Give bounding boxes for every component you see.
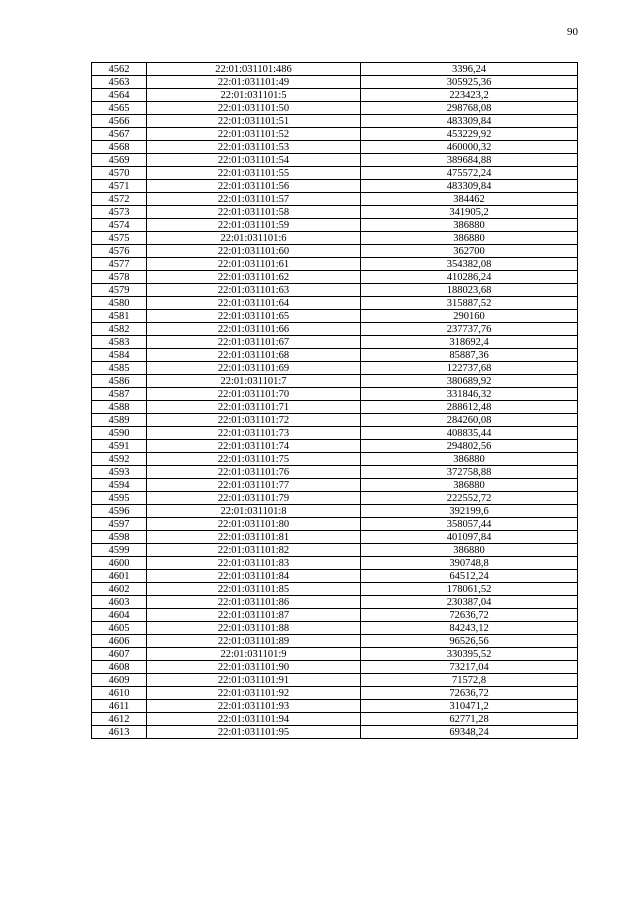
row-number-cell: 4576 <box>92 245 147 258</box>
cadastral-value-cell: 122737,68 <box>361 362 578 375</box>
row-number-cell: 4613 <box>92 726 147 739</box>
row-number-cell: 4581 <box>92 310 147 323</box>
table-row <box>92 479 578 492</box>
cadastral-number-cell: 22:01:031101:49 <box>147 76 361 89</box>
table-row <box>92 570 578 583</box>
cadastral-number-cell: 22:01:031101:73 <box>147 427 361 440</box>
row-number-cell: 4598 <box>92 531 147 544</box>
row-number-cell: 4591 <box>92 440 147 453</box>
cadastral-value-cell: 341905,2 <box>361 206 578 219</box>
table-row <box>92 687 578 700</box>
cadastral-value-cell: 362700 <box>361 245 578 258</box>
cadastral-number-cell: 22:01:031101:60 <box>147 245 361 258</box>
cadastral-number-cell: 22:01:031101:71 <box>147 401 361 414</box>
table-row <box>92 128 578 141</box>
cadastral-value-cell: 483309,84 <box>361 115 578 128</box>
table-row <box>92 414 578 427</box>
cadastral-number-cell: 22:01:031101:5 <box>147 89 361 102</box>
table-row <box>92 102 578 115</box>
cadastral-value-cell: 3396,24 <box>361 63 578 76</box>
row-number-cell: 4570 <box>92 167 147 180</box>
row-number-cell: 4567 <box>92 128 147 141</box>
cadastral-value-cell: 69348,24 <box>361 726 578 739</box>
table-row <box>92 336 578 349</box>
cadastral-number-cell: 22:01:031101:76 <box>147 466 361 479</box>
table-row <box>92 375 578 388</box>
table-row <box>92 583 578 596</box>
cadastral-value-cell: 230387,04 <box>361 596 578 609</box>
row-number-cell: 4569 <box>92 154 147 167</box>
table-row <box>92 557 578 570</box>
cadastral-value-cell: 354382,08 <box>361 258 578 271</box>
row-number-cell: 4608 <box>92 661 147 674</box>
cadastral-value-cell: 453229,92 <box>361 128 578 141</box>
row-number-cell: 4610 <box>92 687 147 700</box>
cadastral-number-cell: 22:01:031101:95 <box>147 726 361 739</box>
row-number-cell: 4604 <box>92 609 147 622</box>
row-number-cell: 4574 <box>92 219 147 232</box>
cadastral-number-cell: 22:01:031101:79 <box>147 492 361 505</box>
table-row <box>92 609 578 622</box>
row-number-cell: 4588 <box>92 401 147 414</box>
row-number-cell: 4582 <box>92 323 147 336</box>
cadastral-value-cell: 380689,92 <box>361 375 578 388</box>
row-number-cell: 4596 <box>92 505 147 518</box>
cadastral-value-cell: 73217,04 <box>361 661 578 674</box>
cadastral-number-cell: 22:01:031101:54 <box>147 154 361 167</box>
cadastral-number-cell: 22:01:031101:51 <box>147 115 361 128</box>
row-number-cell: 4603 <box>92 596 147 609</box>
row-number-cell: 4599 <box>92 544 147 557</box>
cadastral-number-cell: 22:01:031101:68 <box>147 349 361 362</box>
cadastral-number-cell: 22:01:031101:81 <box>147 531 361 544</box>
table-row <box>92 89 578 102</box>
row-number-cell: 4600 <box>92 557 147 570</box>
table-row <box>92 648 578 661</box>
cadastral-value-cell: 84243,12 <box>361 622 578 635</box>
cadastral-number-cell: 22:01:031101:50 <box>147 102 361 115</box>
cadastral-number-cell: 22:01:031101:56 <box>147 180 361 193</box>
cadastral-value-cell: 315887,52 <box>361 297 578 310</box>
table-row <box>92 388 578 401</box>
cadastral-value-cell: 386880 <box>361 453 578 466</box>
table-row <box>92 206 578 219</box>
row-number-cell: 4563 <box>92 76 147 89</box>
table-row <box>92 154 578 167</box>
cadastral-number-cell: 22:01:031101:72 <box>147 414 361 427</box>
table-row <box>92 219 578 232</box>
table-row <box>92 440 578 453</box>
row-number-cell: 4577 <box>92 258 147 271</box>
cadastral-number-cell: 22:01:031101:58 <box>147 206 361 219</box>
row-number-cell: 4593 <box>92 466 147 479</box>
cadastral-value-cell: 386880 <box>361 544 578 557</box>
table-row <box>92 180 578 193</box>
cadastral-number-cell: 22:01:031101:7 <box>147 375 361 388</box>
cadastral-number-cell: 22:01:031101:52 <box>147 128 361 141</box>
cadastral-number-cell: 22:01:031101:89 <box>147 635 361 648</box>
cadastral-value-cell: 390748,8 <box>361 557 578 570</box>
cadastral-number-cell: 22:01:031101:75 <box>147 453 361 466</box>
cadastral-number-cell: 22:01:031101:57 <box>147 193 361 206</box>
table-row <box>92 622 578 635</box>
cadastral-value-cell: 372758,88 <box>361 466 578 479</box>
table-row <box>92 635 578 648</box>
table-row <box>92 453 578 466</box>
cadastral-value-cell: 310471,2 <box>361 700 578 713</box>
cadastral-value-cell: 290160 <box>361 310 578 323</box>
table-row <box>92 349 578 362</box>
row-number-cell: 4584 <box>92 349 147 362</box>
row-number-cell: 4564 <box>92 89 147 102</box>
row-number-cell: 4587 <box>92 388 147 401</box>
cadastral-value-cell: 408835,44 <box>361 427 578 440</box>
table-row <box>92 76 578 89</box>
cadastral-number-cell: 22:01:031101:67 <box>147 336 361 349</box>
cadastral-value-cell: 386880 <box>361 479 578 492</box>
table-row <box>92 323 578 336</box>
row-number-cell: 4601 <box>92 570 147 583</box>
cadastral-number-cell: 22:01:031101:82 <box>147 544 361 557</box>
table-row <box>92 258 578 271</box>
cadastral-number-cell: 22:01:031101:55 <box>147 167 361 180</box>
cadastral-number-cell: 22:01:031101:64 <box>147 297 361 310</box>
row-number-cell: 4562 <box>92 63 147 76</box>
table-row <box>92 518 578 531</box>
row-number-cell: 4578 <box>92 271 147 284</box>
cadastral-number-cell: 22:01:031101:83 <box>147 557 361 570</box>
cadastral-value-cell: 294802,56 <box>361 440 578 453</box>
cadastral-number-cell: 22:01:031101:66 <box>147 323 361 336</box>
table-row <box>92 401 578 414</box>
cadastral-value-cell: 318692,4 <box>361 336 578 349</box>
row-number-cell: 4607 <box>92 648 147 661</box>
row-number-cell: 4585 <box>92 362 147 375</box>
cadastral-value-cell: 223423,2 <box>361 89 578 102</box>
cadastral-value-cell: 386880 <box>361 232 578 245</box>
cadastral-number-cell: 22:01:031101:59 <box>147 219 361 232</box>
row-number-cell: 4594 <box>92 479 147 492</box>
row-number-cell: 4609 <box>92 674 147 687</box>
table-row <box>92 713 578 726</box>
cadastral-value-cell: 96526,56 <box>361 635 578 648</box>
row-number-cell: 4572 <box>92 193 147 206</box>
table-row <box>92 674 578 687</box>
cadastral-number-cell: 22:01:031101:93 <box>147 700 361 713</box>
cadastral-number-cell: 22:01:031101:486 <box>147 63 361 76</box>
cadastral-number-cell: 22:01:031101:63 <box>147 284 361 297</box>
cadastral-number-cell: 22:01:031101:74 <box>147 440 361 453</box>
row-number-cell: 4590 <box>92 427 147 440</box>
cadastral-number-cell: 22:01:031101:65 <box>147 310 361 323</box>
cadastral-number-cell: 22:01:031101:80 <box>147 518 361 531</box>
cadastral-value-cell: 85887,36 <box>361 349 578 362</box>
cadastral-number-cell: 22:01:031101:61 <box>147 258 361 271</box>
row-number-cell: 4595 <box>92 492 147 505</box>
cadastral-value-cell: 475572,24 <box>361 167 578 180</box>
cadastral-value-cell: 330395,52 <box>361 648 578 661</box>
row-number-cell: 4589 <box>92 414 147 427</box>
cadastral-value-cell: 178061,52 <box>361 583 578 596</box>
cadastral-value-cell: 62771,28 <box>361 713 578 726</box>
table-row <box>92 726 578 739</box>
cadastral-value-cell: 298768,08 <box>361 102 578 115</box>
row-number-cell: 4605 <box>92 622 147 635</box>
cadastral-value-cell: 71572,8 <box>361 674 578 687</box>
table-row <box>92 362 578 375</box>
table-row <box>92 310 578 323</box>
table-body <box>92 63 578 739</box>
table-row <box>92 661 578 674</box>
cadastral-value-cell: 188023,68 <box>361 284 578 297</box>
table-row <box>92 167 578 180</box>
row-number-cell: 4602 <box>92 583 147 596</box>
cadastral-value-cell: 284260,08 <box>361 414 578 427</box>
cadastral-number-cell: 22:01:031101:84 <box>147 570 361 583</box>
table-row <box>92 466 578 479</box>
cadastral-value-cell: 386880 <box>361 219 578 232</box>
table-row <box>92 245 578 258</box>
row-number-cell: 4592 <box>92 453 147 466</box>
table-row <box>92 531 578 544</box>
cadastral-value-cell: 358057,44 <box>361 518 578 531</box>
cadastral-value-cell: 72636,72 <box>361 609 578 622</box>
table-row <box>92 63 578 76</box>
table-row <box>92 544 578 557</box>
cadastral-number-cell: 22:01:031101:86 <box>147 596 361 609</box>
cadastral-number-cell: 22:01:031101:90 <box>147 661 361 674</box>
table-row <box>92 232 578 245</box>
row-number-cell: 4611 <box>92 700 147 713</box>
cadastral-value-table <box>91 62 578 739</box>
table-row <box>92 700 578 713</box>
cadastral-value-cell: 331846,32 <box>361 388 578 401</box>
cadastral-value-cell: 64512,24 <box>361 570 578 583</box>
row-number-cell: 4573 <box>92 206 147 219</box>
table-row <box>92 284 578 297</box>
row-number-cell: 4606 <box>92 635 147 648</box>
row-number-cell: 4597 <box>92 518 147 531</box>
table-row <box>92 115 578 128</box>
table-row <box>92 505 578 518</box>
row-number-cell: 4583 <box>92 336 147 349</box>
table-row <box>92 271 578 284</box>
row-number-cell: 4568 <box>92 141 147 154</box>
cadastral-value-cell: 401097,84 <box>361 531 578 544</box>
cadastral-value-cell: 222552,72 <box>361 492 578 505</box>
cadastral-number-cell: 22:01:031101:69 <box>147 362 361 375</box>
cadastral-number-cell: 22:01:031101:62 <box>147 271 361 284</box>
row-number-cell: 4579 <box>92 284 147 297</box>
cadastral-number-cell: 22:01:031101:94 <box>147 713 361 726</box>
table-row <box>92 297 578 310</box>
cadastral-value-cell: 237737,76 <box>361 323 578 336</box>
row-number-cell: 4575 <box>92 232 147 245</box>
table-row <box>92 141 578 154</box>
cadastral-value-cell: 72636,72 <box>361 687 578 700</box>
cadastral-value-cell: 410286,24 <box>361 271 578 284</box>
row-number-cell: 4571 <box>92 180 147 193</box>
cadastral-number-cell: 22:01:031101:53 <box>147 141 361 154</box>
cadastral-number-cell: 22:01:031101:87 <box>147 609 361 622</box>
cadastral-value-cell: 392199,6 <box>361 505 578 518</box>
row-number-cell: 4580 <box>92 297 147 310</box>
cadastral-value-cell: 305925,36 <box>361 76 578 89</box>
page-number: 90 <box>567 26 578 38</box>
cadastral-number-cell: 22:01:031101:85 <box>147 583 361 596</box>
table-row <box>92 427 578 440</box>
row-number-cell: 4586 <box>92 375 147 388</box>
cadastral-value-cell: 460000,32 <box>361 141 578 154</box>
cadastral-number-cell: 22:01:031101:8 <box>147 505 361 518</box>
cadastral-value-cell: 483309,84 <box>361 180 578 193</box>
row-number-cell: 4612 <box>92 713 147 726</box>
cadastral-number-cell: 22:01:031101:9 <box>147 648 361 661</box>
cadastral-number-cell: 22:01:031101:6 <box>147 232 361 245</box>
row-number-cell: 4566 <box>92 115 147 128</box>
cadastral-number-cell: 22:01:031101:92 <box>147 687 361 700</box>
table-row <box>92 596 578 609</box>
cadastral-value-cell: 389684,88 <box>361 154 578 167</box>
cadastral-number-cell: 22:01:031101:88 <box>147 622 361 635</box>
cadastral-number-cell: 22:01:031101:70 <box>147 388 361 401</box>
cadastral-number-cell: 22:01:031101:91 <box>147 674 361 687</box>
cadastral-number-cell: 22:01:031101:77 <box>147 479 361 492</box>
cadastral-value-cell: 288612,48 <box>361 401 578 414</box>
table-row <box>92 193 578 206</box>
row-number-cell: 4565 <box>92 102 147 115</box>
cadastral-value-cell: 384462 <box>361 193 578 206</box>
table-row <box>92 492 578 505</box>
